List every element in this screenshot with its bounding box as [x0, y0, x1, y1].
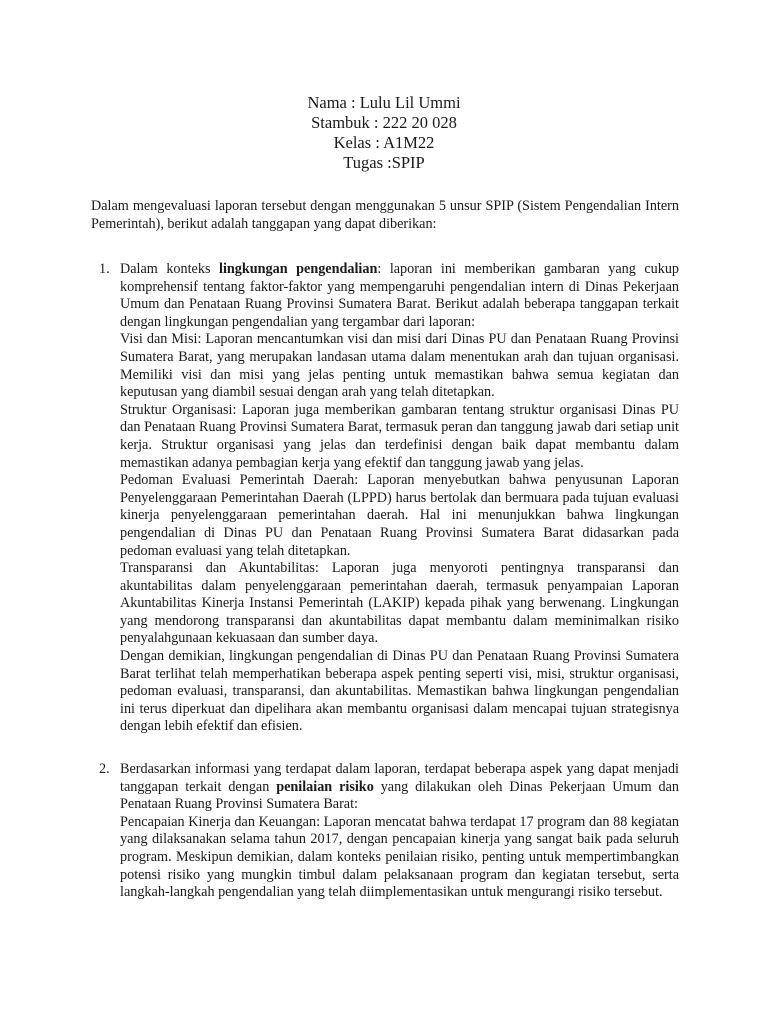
- list-item-body: [120, 261, 679, 736]
- paragraph-pedoman-evaluasi: Pedoman Evaluasi Pemerintah Daerah: Laporan menyebutkan bahwa penyusunan Laporan Penyelenggaraan Pemerintahan Daerah (LPPD) harus bertolak dan bermuara pada tujuan evaluasi kinerja penyelenggaraan pemerintahan daerah. Hal ini menunjukkan bahwa lingkungan pengendalian di Dinas PU dan Penataan Ruang Provinsi Sumatera Barat didasarkan pada pedoman evaluasi yang telah ditetapkan.: [120, 472, 679, 559]
- list-item-lead: Dalam konteks lingkungan pengendalian: laporan ini memberikan gambaran yang cukup komprehensif tentang faktor-faktor yang mempengaruhi pengendalian intern di Dinas Pekerjaan Umum dan Penataan Ruang Provinsi Sumatera Barat. Berikut adalah beberapa tanggapan terkait dengan lingkungan pengendalian yang tergambar dari laporan:: [120, 261, 680, 330]
- list-item-1: [99, 261, 679, 736]
- student-name: Nama : Lulu Lil Ummi: [307, 93, 461, 112]
- list-item-lead: Berdasarkan informasi yang terdapat dalam laporan, terdapat beberapa aspek yang dapat menjadi tanggapan terkait dengan penilaian risiko yang dilakukan oleh Dinas Pekerjaan Umum dan Penataan Ruang Provinsi Sumatera Barat:: [120, 761, 679, 813]
- student-id: Stambuk : 222 20 028: [311, 113, 457, 132]
- list-item-number: 1.: [99, 261, 110, 277]
- assignment-title: Tugas :SPIP: [343, 153, 425, 172]
- list-item-number: 2.: [99, 761, 110, 777]
- paragraph-kesimpulan: Dengan demikian, lingkungan pengendalian di Dinas PU dan Penataan Ruang Provinsi Sumatera Barat terlihat telah memperhatikan beberapa aspek penting seperti visi, misi, struktur organisasi, pedoman evaluasi, transparansi, dan akuntabilitas. Memastikan bahwa lingkungan pengendalian ini terus diperkuat dan dipelihara akan membantu organisasi dalam mencapai tujuan strategisnya dengan lebih efektif dan efisien.: [120, 648, 679, 735]
- intro-paragraph: Dalam mengevaluasi laporan tersebut dengan menggunakan 5 unsur SPIP (Sistem Pengendalian Intern Pemerintah), berikut adalah tanggapan yang dapat diberikan:: [91, 198, 679, 232]
- bold-term: lingkungan pengendalian: [219, 261, 378, 277]
- paragraph-transparansi: Transparansi dan Akuntabilitas: Laporan juga menyoroti pentingnya transparansi dan akuntabilitas dalam penyelenggaraan pemerintahan daerah, termasuk penyampaian Laporan Akuntabilitas Kinerja Instansi Pemerintah (LAKIP) kepada pihak yang berwenang. Lingkungan yang mendorong transparansi dan akuntabilitas dapat membantu dalam meminimalkan risiko penyalahgunaan kekuasaan dan sumber daya.: [120, 560, 679, 647]
- list-item-2: [99, 761, 679, 902]
- paragraph-struktur-organisasi: Struktur Organisasi: Laporan juga memberikan gambaran tentang struktur organisasi Dinas PU dan Penataan Ruang Provinsi Sumatera Barat, termasuk peran dan tanggung jawab dari setiap unit kerja. Struktur organisasi yang jelas dan terdefinisi dengan baik dapat membantu dalam memastikan adanya pembagian kerja yang efektif dan tanggung jawab yang jelas.: [120, 401, 679, 471]
- bold-term: penilaian risiko: [276, 778, 374, 795]
- document-header: [0, 93, 768, 173]
- student-class: Kelas : A1M22: [333, 133, 435, 152]
- list-item-body: [120, 761, 679, 902]
- paragraph-visi-misi: Visi dan Misi: Laporan mencantumkan visi dan misi dari Dinas PU dan Penataan Ruang Provinsi Sumatera Barat, yang merupakan landasan utama dalam menentukan arah dan tujuan organisasi. Memiliki visi dan misi yang jelas penting untuk memastikan bahwa semua kegiatan dan keputusan yang diambil sesuai dengan arah yang telah ditetapkan.: [120, 331, 679, 401]
- paragraph-pencapaian-kinerja: Pencapaian Kinerja dan Keuangan: Laporan mencatat bahwa terdapat 17 program dan 88 kegiatan yang dilaksanakan selama tahun 2017, dengan pencapaian kinerja yang sangat baik pada seluruh program. Meskipun demikian, dalam konteks penilaian risiko, penting untuk mempertimbangkan potensi risiko yang mungkin timbul dalam pelaksanaan program dan kegiatan tersebut, serta langkah-langkah pengendalian yang telah diimplementasikan untuk mengurangi risiko tersebut.: [120, 813, 679, 901]
